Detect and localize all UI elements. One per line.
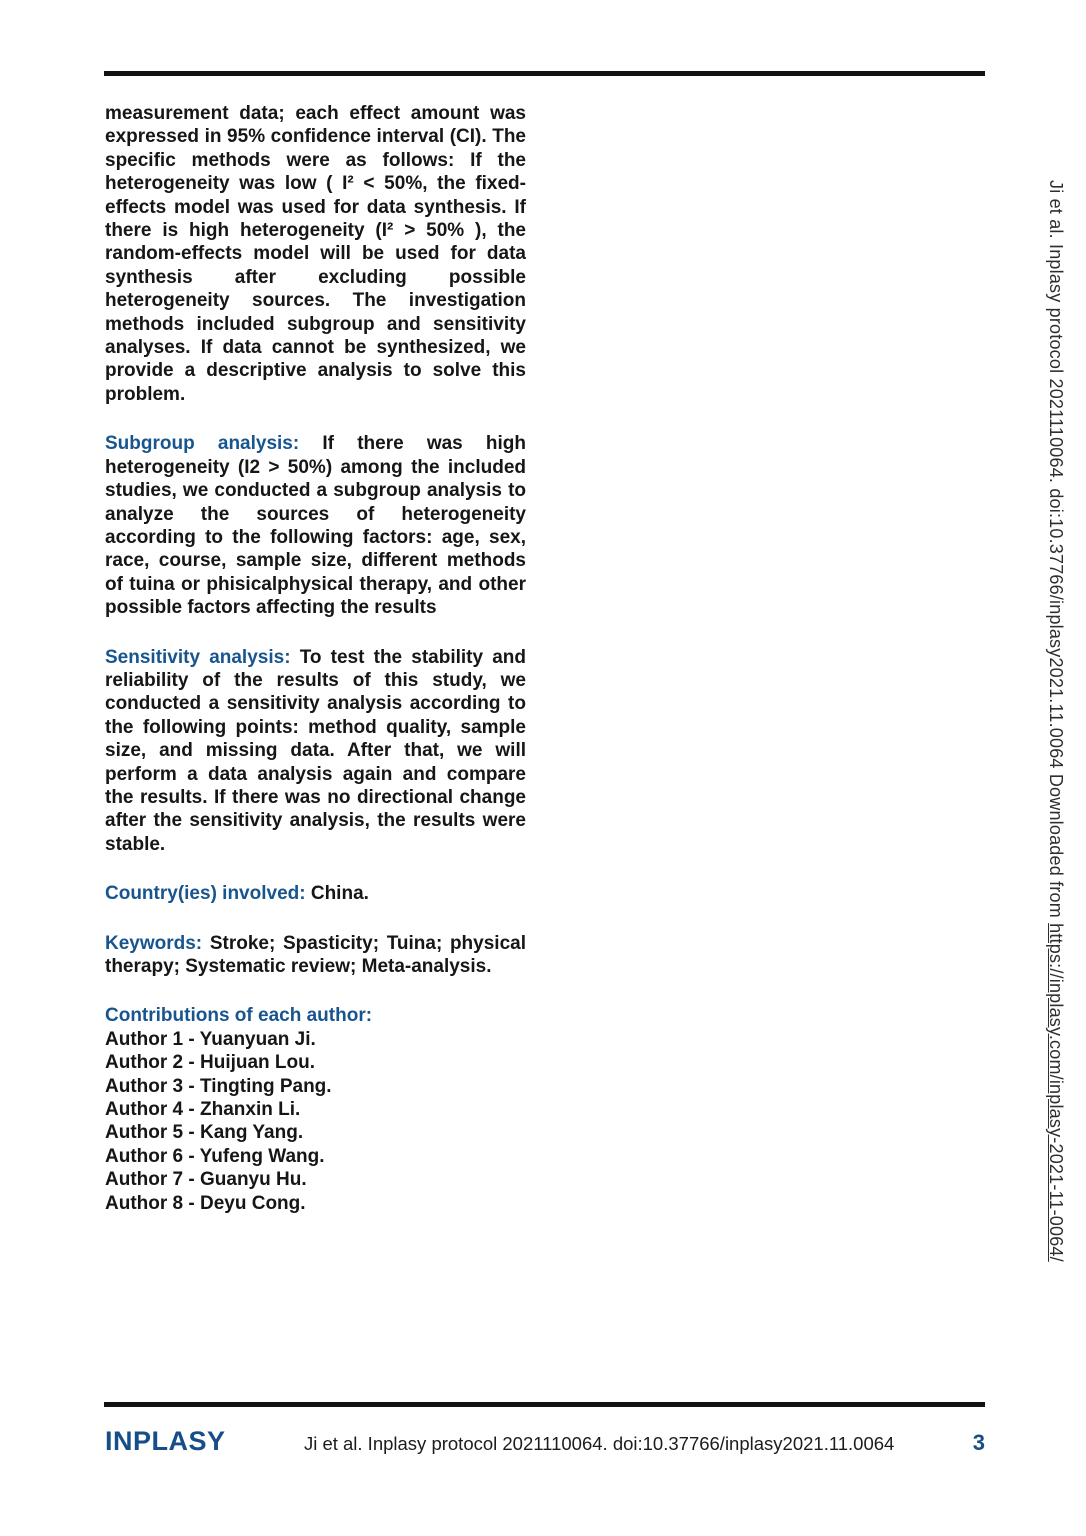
author-line: Author 6 - Yufeng Wang. (105, 1145, 325, 1167)
paragraph-country-involved (105, 882, 526, 905)
inplasy-logo: INPLASY (105, 1426, 226, 1456)
footer-row (105, 1426, 985, 1457)
paragraph-sensitivity-analysis (105, 646, 526, 857)
author-line: Author 7 - Guanyu Hu. (105, 1169, 307, 1191)
vertical-citation-link[interactable]: https://inplasy.com/inplasy-2021-11-0064/ (1046, 923, 1066, 1262)
paragraph-statistical-analysis: measurement data; each effect amount was expressed in 95% confidence interval (CI). The specific methods were as follows: If the heterogeneity was low ( I² < 50%, the fixed-effects model was used for data synthesis. If there is high heterogeneity (I² > 50% ), the random-effects model will be used for data synthesis after excluding possible heterogeneity sources. The investigation methods included subgroup and sensitivity analyses. If data cannot be synthesized, we provide a descriptive analysis to solve this problem. (105, 103, 526, 405)
subgroup-analysis-label: Subgroup analysis: (105, 433, 300, 455)
author-line: Author 4 - Zhanxin Li. (105, 1099, 301, 1121)
contributions-heading: Contributions of each author: (105, 1005, 373, 1027)
author-line: Author 1 - Yuanyuan Ji. (105, 1028, 316, 1050)
author-line: Author 2 - Huijuan Lou. (105, 1052, 316, 1074)
country-involved-label: Country(ies) involved: (105, 883, 306, 905)
top-rule (104, 71, 985, 76)
country-involved-text: China. (310, 883, 369, 905)
article-body (105, 102, 526, 1215)
vertical-citation (1045, 180, 1066, 1262)
keywords-label: Keywords: (105, 932, 203, 954)
contributions-block (105, 1004, 526, 1215)
sensitivity-analysis-label: Sensitivity analysis: (105, 646, 291, 668)
keywords-text: Stroke; Spasticity; Tuina; physical therapy; Systematic review; Meta-analysis. (105, 932, 526, 977)
author-line: Author 3 - Tingting Pang. (105, 1075, 332, 1097)
author-line: Author 5 - Kang Yang. (105, 1122, 304, 1144)
author-line: Author 8 - Deyu Cong. (105, 1192, 306, 1214)
paragraph-subgroup-analysis (105, 432, 526, 619)
subgroup-analysis-text: If there was high heterogeneity (I2 > 50%) among the included studies, we conducted a subgroup analysis to analyze the sources of heterogeneity according to the following factors: age, sex, race, course, sample size, different methods of tuina or phisicalphysical therapy, and other possible factors affecting the results (105, 433, 527, 619)
footer-rule (104, 1402, 985, 1407)
sensitivity-analysis-text: To test the stability and reliability of the results of this study, we conducted a sensitivity analysis according to the following points: method quality, sample size, and missing data. After that, we will perform a data analysis again and compare the results. If there was no directional change after the sensitivity analysis, the results were stable. (105, 646, 527, 855)
paragraph-keywords (105, 932, 526, 979)
page-number: 3 (972, 1430, 985, 1455)
footer-citation: Ji et al. Inplasy protocol 2021110064. doi:10.37766/inplasy2021.11.0064 (303, 1433, 895, 1454)
vertical-citation-text: Ji et al. Inplasy protocol 2021110064. doi:10.37766/inplasy2021.11.0064 Downloaded from (1046, 180, 1066, 924)
